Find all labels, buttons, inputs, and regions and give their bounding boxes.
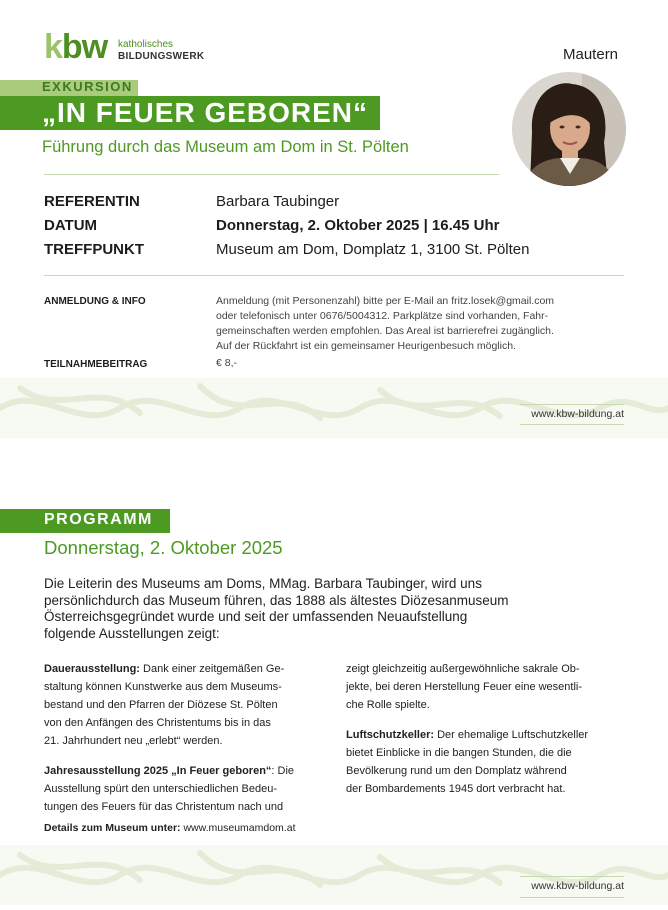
museum-details: Details zum Museum unter: www.museumamdom.at bbox=[44, 822, 296, 834]
fee-value: € 8,- bbox=[216, 357, 238, 369]
date-label: DATUM bbox=[44, 217, 98, 234]
meeting-point-value: Museum am Dom, Domplatz 1, 3100 St. Pölten bbox=[216, 241, 530, 258]
decorative-pattern bbox=[0, 845, 668, 905]
website-link[interactable]: www.kbw-bildung.at bbox=[531, 408, 624, 420]
program-intro: Die Leiterin des Museums am Doms, MMag. Barbara Taubinger, wird uns persönlichdurch das Museum führen, das 1888 als ältestes Diözesanmuseum Österreichsgegründet wurde und seit der umfassenden Neuaufstellung folgende Ausstellungen zeigt: bbox=[44, 576, 509, 641]
program-column-left: Dauerausstellung: Dank einer zeitgemäßen Ge- staltung können Kunstwerke aus dem Museums- bestand und den Pfarren der Diözese St. Pölten von den Anfängen des Christentums bis in das 21. Jahrhundert neu „erlebt“ werden. Jahresausstellung 2025 „In Feuer geboren“: Die Ausstellung spürt den unterschiedlichen Bedeu- tungen des Feuers für das Christentum nach und bbox=[44, 663, 295, 813]
divider bbox=[44, 275, 624, 276]
divider bbox=[520, 876, 624, 877]
divider bbox=[520, 404, 624, 405]
kbw-logo-text: katholisches BILDUNGSWERK bbox=[118, 39, 205, 62]
program-column-right: zeigt gleichzeitig außergewöhnliche sakrale Ob- jekte, bei deren Herstellung Feuer eine wesentli- che Rolle spielte. Luftschutzkeller: Der ehemalige Luftschutzkeller bietet Einblicke in die bangen Stunden, die die Bevölkerung rund um den Domplatz während der Bombardements 1945 dort verbracht hat. bbox=[346, 663, 589, 795]
speaker-value: Barbara Taubinger bbox=[216, 193, 340, 210]
registration-label: ANMELDUNG & INFO bbox=[44, 296, 146, 307]
event-title: „IN FEUER GEBOREN“ bbox=[42, 97, 369, 128]
category-label: EXKURSION bbox=[42, 79, 133, 94]
date-value: Donnerstag, 2. Oktober 2025 | 16.45 Uhr bbox=[216, 217, 500, 234]
kbw-logo-mark: kbw bbox=[44, 28, 108, 66]
divider bbox=[520, 897, 624, 898]
speaker-photo bbox=[512, 72, 626, 186]
event-subtitle: Führung durch das Museum am Dom in St. Pölten bbox=[42, 138, 409, 156]
website-link[interactable]: www.kbw-bildung.at bbox=[531, 880, 624, 892]
program-date: Donnerstag, 2. Oktober 2025 bbox=[44, 537, 283, 558]
divider bbox=[44, 174, 499, 175]
meeting-point-label: TREFFPUNKT bbox=[44, 241, 144, 258]
registration-text: Anmeldung (mit Personenzahl) bitte per E-Mail an fritz.losek@gmail.com oder telefonisch unter 0676/5004312. Parkplätze sind vorhanden, Fahr- gemeinschaften werden empfohlen. Das Areal ist barrierefrei zugänglich. Auf der Rückfahrt ist ein gemeinsamer Heurigenbesuch möglich. bbox=[216, 295, 555, 352]
location-label: Mautern bbox=[563, 46, 619, 63]
museum-link[interactable]: www.museumamdom.at bbox=[180, 822, 296, 834]
divider bbox=[520, 424, 624, 425]
fee-label: TEILNAHMEBEITRAG bbox=[44, 359, 148, 370]
program-label: PROGRAMM bbox=[44, 511, 153, 528]
speaker-label: REFERENTIN bbox=[44, 193, 140, 210]
